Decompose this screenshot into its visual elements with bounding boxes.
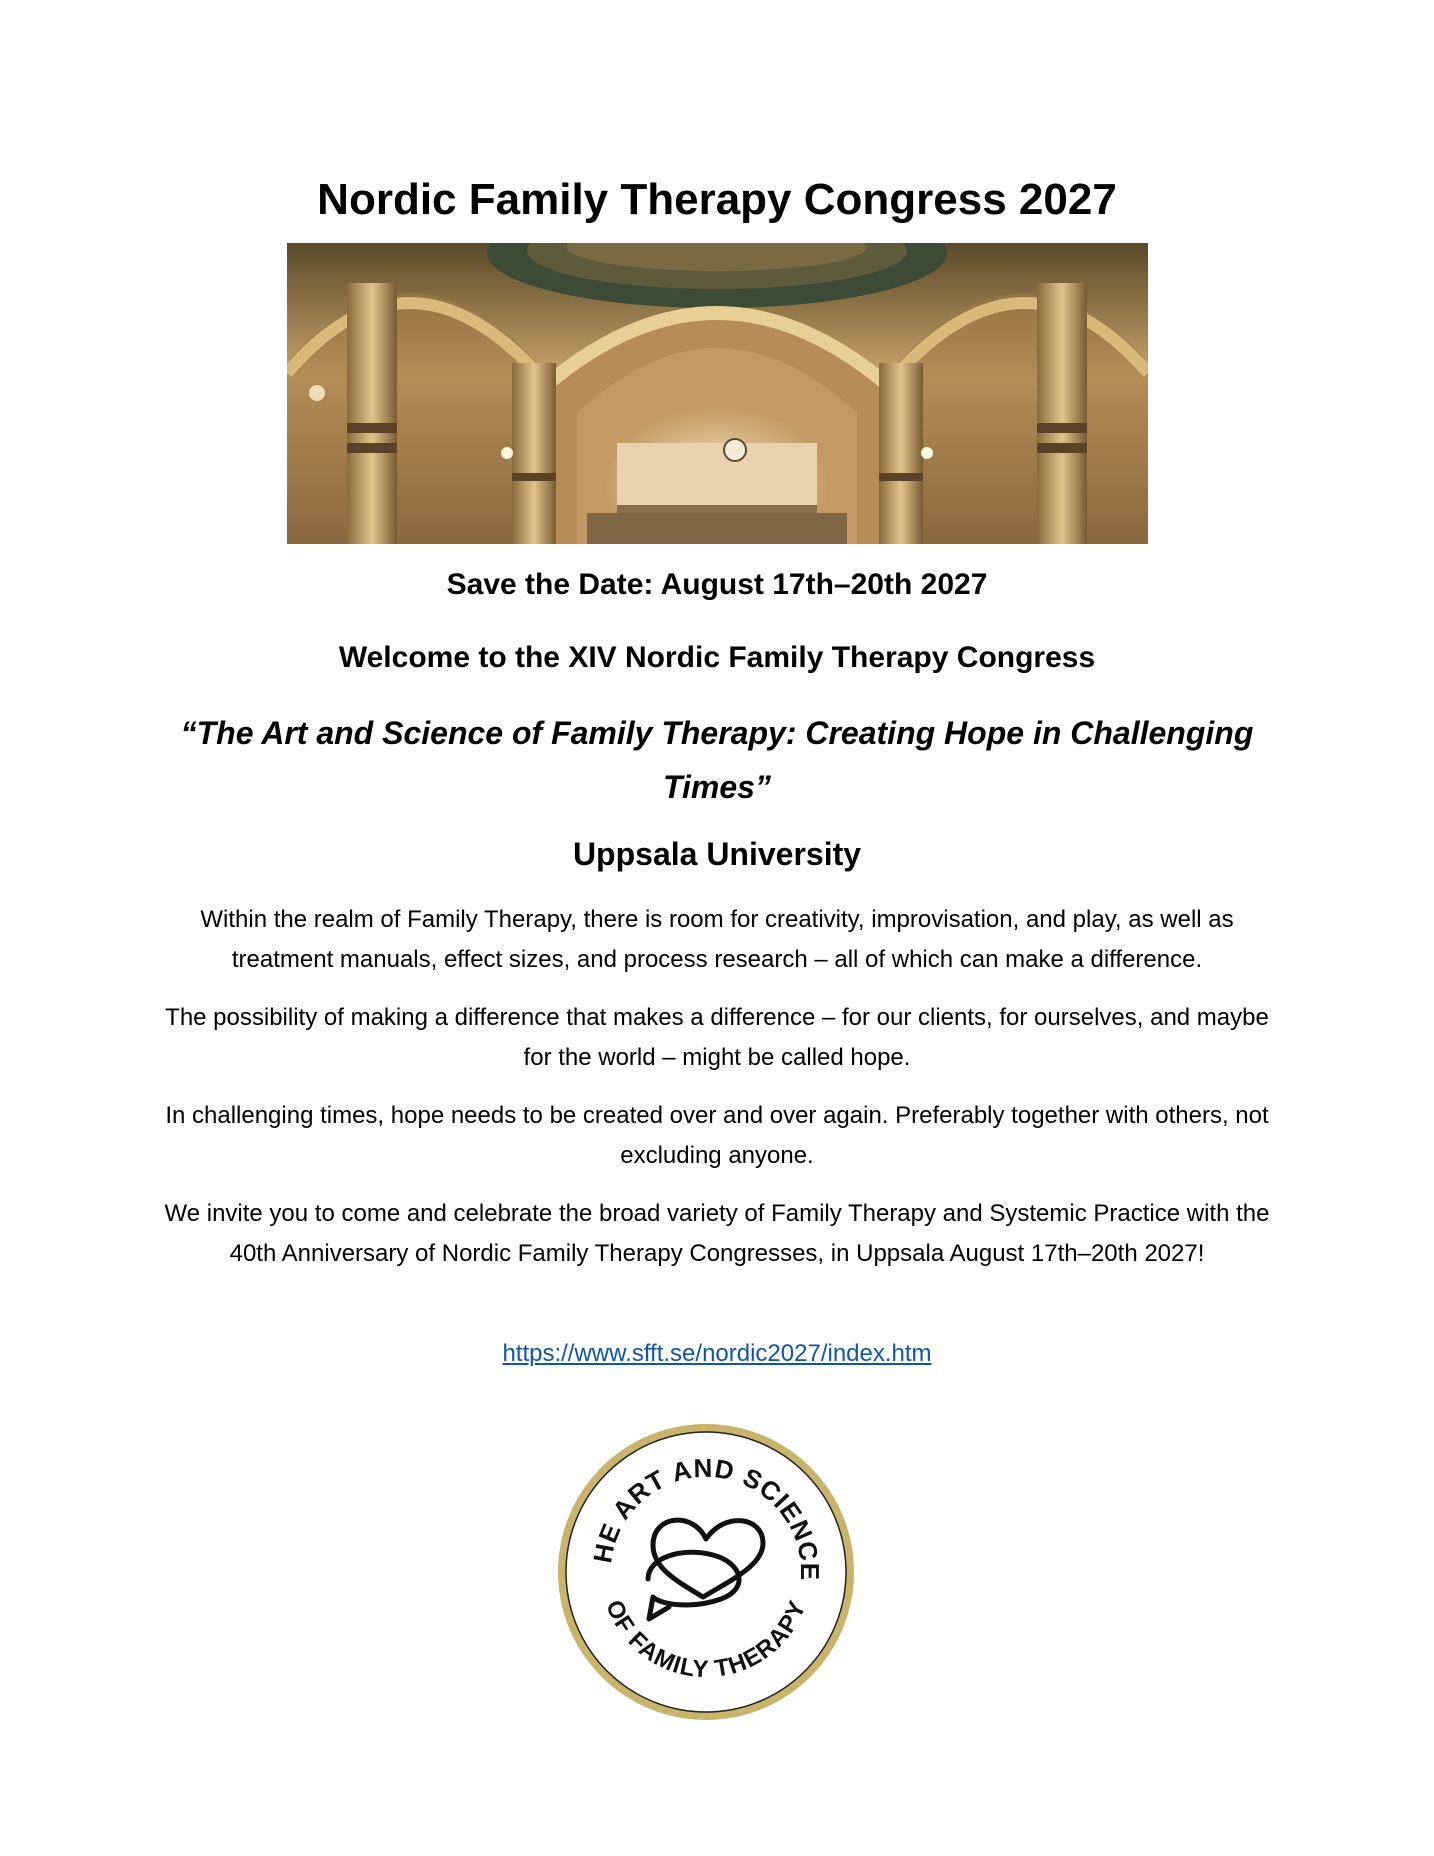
congress-theme-quote	[150, 706, 1284, 814]
congress-link-row	[0, 1334, 1434, 1374]
welcome-heading: Welcome to the XIV Nordic Family Therapy Congress	[338, 641, 1096, 674]
paragraph-1: Within the realm of Family Therapy, there is room for creativity, improvisation, and play, as well as treatment manuals, effect sizes, and process research – all of which can make a difference.	[200, 906, 1234, 973]
art-and-science-logo	[553, 1419, 859, 1725]
congress-website-link[interactable]: https://www.sfft.se/nordic2027/index.htm	[502, 1340, 932, 1367]
venue-heading: Uppsala University	[572, 836, 862, 872]
paragraph-3: In challenging times, hope needs to be created over and over again. Preferably together with others, not excluding anyone.	[165, 1102, 1269, 1169]
paragraph-4: We invite you to come and celebrate the broad variety of Family Therapy and Systemic Practice with the 40th Anniversary of Nordic Family Therapy Congresses, in Uppsala August 17th–20th 2027!	[164, 1200, 1270, 1267]
paragraph-2: The possibility of making a difference that makes a difference – for our clients, for ourselves, and maybe for the world – might be called hope.	[165, 1004, 1269, 1071]
quote-line-1: “The Art and Science of Family Therapy: Creating Hope in Challenging	[180, 715, 1254, 751]
hall-photo	[287, 243, 1148, 544]
quote-line-2: Times”	[663, 769, 771, 805]
page-title: Nordic Family Therapy Congress 2027	[317, 175, 1117, 224]
logo-top-text: HE ART AND SCIENCE	[587, 1452, 826, 1582]
save-the-date: Save the Date: August 17th–20th 2027	[446, 568, 988, 601]
logo-bottom-text: OF FAMILY THERAPY	[600, 1596, 812, 1684]
